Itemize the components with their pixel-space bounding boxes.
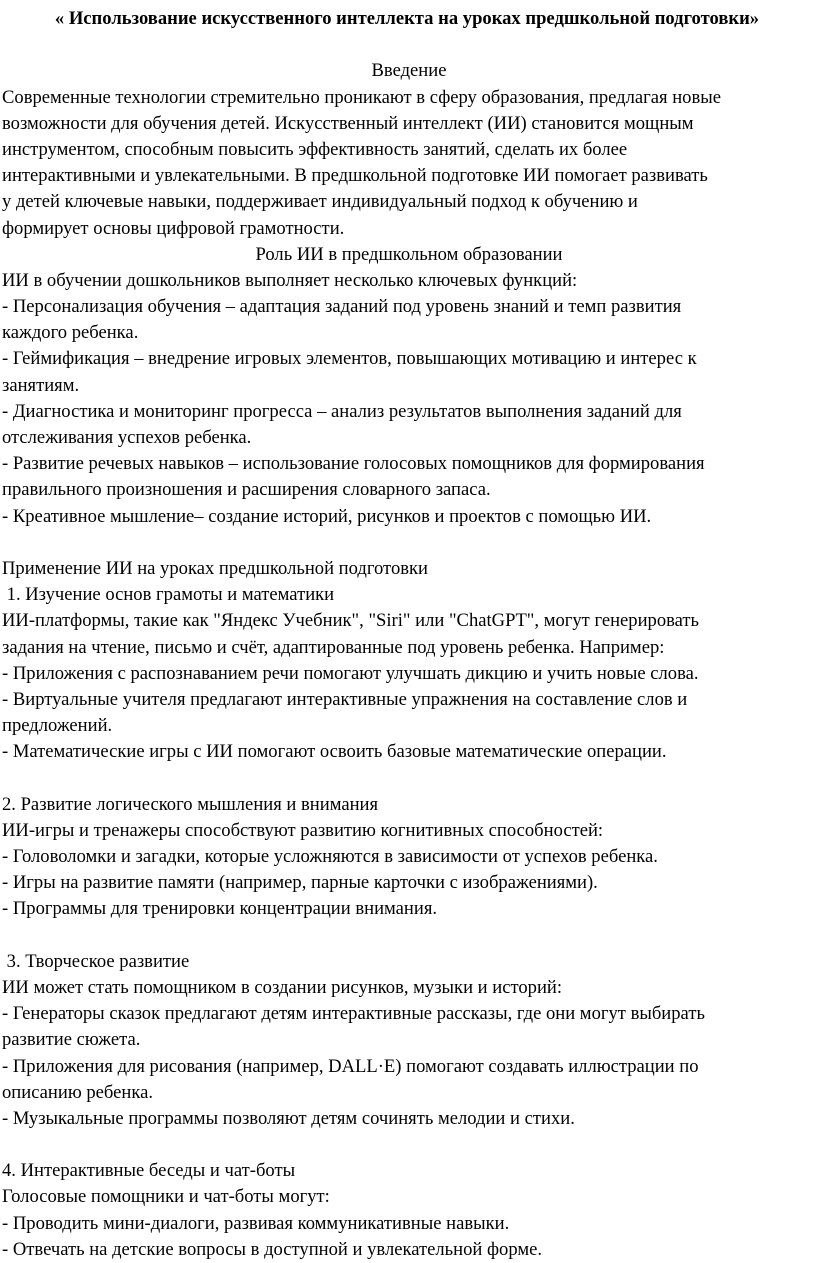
- section-3-line: - Приложения для рисования (например, DALL·E) помогают создавать иллюстрации по: [2, 1055, 699, 1077]
- section-2-heading: 2. Развитие логического мышления и внимания: [2, 793, 379, 815]
- role-line: - Диагностика и мониторинг прогресса – анализ результатов выполнения заданий для: [2, 400, 682, 422]
- section-1: [2, 582, 816, 765]
- section-1-line: - Виртуальные учителя предлагают интерактивные упражнения на составление слов и: [2, 688, 688, 710]
- section-1-line: - Приложения с распознаванием речи помогают улучшать дикцию и учить новые слова.: [2, 662, 699, 684]
- section-3-line: развитие сюжета.: [2, 1029, 141, 1051]
- section-4-line: Голосовые помощники и чат-боты могут:: [2, 1186, 330, 1208]
- role-line: - Креативное мышление– создание историй, рисунков и проектов с помощью ИИ.: [2, 505, 652, 527]
- intro-line: интерактивными и увлекательными. В предшкольной подготовке ИИ помогает развивать: [2, 165, 708, 187]
- section-2-line: - Игры на развитие памяти (например, парные карточки с изображениями).: [2, 872, 598, 894]
- application-heading: Применение ИИ на уроках предшкольной подготовки: [2, 557, 429, 579]
- section-2: [2, 792, 816, 923]
- section-3: [2, 949, 816, 1132]
- section-1-heading: 1. Изучение основ грамоты и математики: [2, 584, 335, 606]
- role-paragraph: [2, 268, 816, 530]
- spacer: [2, 32, 816, 58]
- role-line: отслеживания успехов ребенка.: [2, 427, 252, 448]
- intro-paragraph: [2, 85, 816, 242]
- spacer: [2, 530, 816, 556]
- spacer: [2, 923, 816, 949]
- section-2-line: - Головоломки и загадки, которые усложняются в зависимости от успехов ребенка.: [2, 846, 658, 867]
- intro-heading: Введение: [371, 60, 447, 82]
- intro-line: Современные технологии стремительно проникают в сферу образования, предлагая новые: [2, 86, 721, 108]
- intro-line: у детей ключевые навыки, поддерживает индивидуальный подход к обучению и: [2, 191, 638, 213]
- role-line: - Персонализация обучения – адаптация заданий под уровень знаний и темп развития: [2, 296, 682, 318]
- role-line: занятиям.: [2, 374, 80, 396]
- role-line: - Развитие речевых навыков – использование голосовых помощников для формирования: [2, 453, 705, 475]
- section-2-line: - Программы для тренировки концентрации внимания.: [2, 898, 438, 920]
- role-line: - Геймификация – внедрение игровых элементов, повышающих мотивацию и интерес к: [2, 348, 697, 370]
- intro-line: формирует основы цифровой грамотности.: [2, 217, 345, 239]
- section-3-heading: 3. Творческое развитие: [2, 950, 190, 972]
- intro-line: возможности для обучения детей. Искусственный интеллект (ИИ) становится мощным: [2, 112, 694, 134]
- spacer: [2, 1132, 816, 1158]
- section-3-line: - Генераторы сказок предлагают детям интерактивные рассказы, где они могут выбирать: [2, 1003, 705, 1025]
- section-3-line: - Музыкальные программы позволяют детям сочинять мелодии и стихи.: [2, 1107, 575, 1129]
- role-line: ИИ в обучении дошкольников выполняет несколько ключевых функций:: [2, 269, 578, 291]
- section-3-line: описанию ребенка.: [2, 1081, 153, 1103]
- section-4-line: - Проводить мини-диалоги, развивая коммуникативные навыки.: [2, 1212, 510, 1234]
- role-line: правильного произношения и расширения словарного запаса.: [2, 479, 491, 501]
- section-4-heading: 4. Интерактивные беседы и чат-боты: [2, 1160, 296, 1182]
- section-4-line: - Отвечать на детские вопросы в доступной и увлекательной форме.: [2, 1238, 543, 1260]
- section-3-line: ИИ может стать помощником в создании рисунков, музыки и историй:: [2, 976, 563, 998]
- section-2-line: ИИ-игры и тренажеры способствуют развитию когнитивных способностей:: [2, 819, 604, 841]
- section-1-line: - Математические игры с ИИ помогают освоить базовые математические операции.: [2, 741, 667, 763]
- role-line: каждого ребенка.: [2, 322, 139, 344]
- section-4: [2, 1158, 816, 1263]
- section-1-line: задания на чтение, письмо и счёт, адаптированные под уровень ребенка. Например:: [2, 636, 665, 658]
- section-1-line: ИИ-платформы, такие как "Яндекс Учебник", "Siri" или "ChatGPT", могут генерировать: [2, 610, 700, 632]
- document-title: « Использование искусственного интеллекта на уроках предшкольной подготовки»: [54, 8, 760, 29]
- intro-line: инструментом, способным повысить эффективность занятий, сделать их более: [2, 138, 628, 160]
- spacer: [2, 765, 816, 791]
- role-heading: Роль ИИ в предшкольном образовании: [255, 243, 563, 265]
- section-1-line: предложений.: [2, 715, 113, 737]
